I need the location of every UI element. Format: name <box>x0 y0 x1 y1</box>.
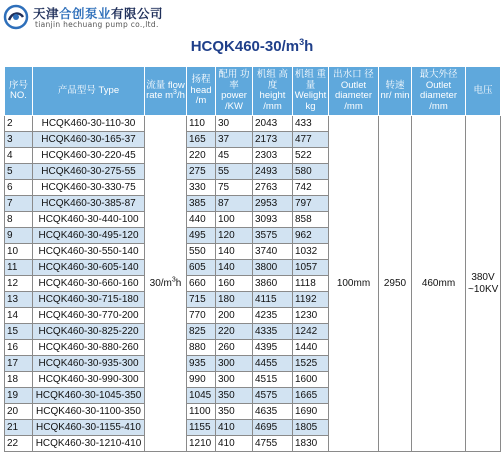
cell-model: HCQK460-30-165-37 <box>33 132 145 148</box>
cell-head: 605 <box>187 260 216 276</box>
header-speed: 转速 nr/ min <box>379 67 412 116</box>
cell-head: 935 <box>187 356 216 372</box>
cell-height: 4335 <box>253 324 293 340</box>
cell-model: HCQK460-30-770-200 <box>33 308 145 324</box>
cell-no: 12 <box>5 276 33 292</box>
cell-head: 330 <box>187 180 216 196</box>
cell-head: 880 <box>187 340 216 356</box>
cell-speed: 2950 <box>379 116 412 452</box>
cell-no: 13 <box>5 292 33 308</box>
cell-power: 300 <box>216 372 253 388</box>
cell-model: HCQK460-30-715-180 <box>33 292 145 308</box>
cell-weight: 1690 <box>293 404 329 420</box>
cell-model: HCQK460-30-935-300 <box>33 356 145 372</box>
cell-no: 8 <box>5 212 33 228</box>
cell-no: 6 <box>5 180 33 196</box>
cell-height: 2493 <box>253 164 293 180</box>
cell-weight: 1057 <box>293 260 329 276</box>
cell-weight: 858 <box>293 212 329 228</box>
cell-weight: 1230 <box>293 308 329 324</box>
cell-head: 1045 <box>187 388 216 404</box>
cell-weight: 1830 <box>293 436 329 452</box>
cell-outer-diameter: 460mm <box>412 116 466 452</box>
cell-power: 410 <box>216 436 253 452</box>
cell-voltage: 380V ~10KV <box>466 116 501 452</box>
cell-weight: 1118 <box>293 276 329 292</box>
cell-model: HCQK460-30-880-260 <box>33 340 145 356</box>
cell-model: HCQK460-30-660-160 <box>33 276 145 292</box>
header-flow: 流量 flow rate $m^3/h$ <box>145 67 187 116</box>
cell-weight: 742 <box>293 180 329 196</box>
cell-no: 5 <box>5 164 33 180</box>
cell-power: 140 <box>216 260 253 276</box>
cell-head: 550 <box>187 244 216 260</box>
cell-power: 87 <box>216 196 253 212</box>
table-body <box>5 116 501 452</box>
cell-height: 3575 <box>253 228 293 244</box>
cell-head: 715 <box>187 292 216 308</box>
header-model: 产品型号 Type <box>33 67 145 116</box>
cell-height: 2173 <box>253 132 293 148</box>
cell-model: HCQK460-30-990-300 <box>33 372 145 388</box>
cell-power: 45 <box>216 148 253 164</box>
cell-model: HCQK460-30-385-87 <box>33 196 145 212</box>
cell-power: 410 <box>216 420 253 436</box>
cell-no: 21 <box>5 420 33 436</box>
cell-model: HCQK460-30-550-140 <box>33 244 145 260</box>
cell-model: HCQK460-30-1210-410 <box>33 436 145 452</box>
cell-model: HCQK460-30-605-140 <box>33 260 145 276</box>
company-name-cn: 天津合创泵业有限公司 <box>33 6 164 21</box>
cell-weight: 1665 <box>293 388 329 404</box>
cell-model: HCQK460-30-1155-410 <box>33 420 145 436</box>
cell-height: 3860 <box>253 276 293 292</box>
cell-no: 4 <box>5 148 33 164</box>
header-height: 机组 高度 height /mm <box>253 67 293 116</box>
cell-height: 4115 <box>253 292 293 308</box>
cell-head: 165 <box>187 132 216 148</box>
cell-height: 2763 <box>253 180 293 196</box>
company-header <box>0 0 504 34</box>
cell-head: 770 <box>187 308 216 324</box>
cell-height: 4235 <box>253 308 293 324</box>
table-header-row <box>5 67 501 116</box>
cell-no: 20 <box>5 404 33 420</box>
cell-height: 4635 <box>253 404 293 420</box>
cell-height: 4515 <box>253 372 293 388</box>
company-logo-icon <box>3 4 29 30</box>
cell-power: 37 <box>216 132 253 148</box>
cell-model: HCQK460-30-440-100 <box>33 212 145 228</box>
cell-head: 275 <box>187 164 216 180</box>
cell-power: 120 <box>216 228 253 244</box>
cell-model: HCQK460-30-110-30 <box>33 116 145 132</box>
cell-weight: 580 <box>293 164 329 180</box>
header-voltage: 电压 <box>466 67 501 116</box>
cell-no: 17 <box>5 356 33 372</box>
cell-no: 14 <box>5 308 33 324</box>
cell-head: 1210 <box>187 436 216 452</box>
cell-no: 22 <box>5 436 33 452</box>
cell-no: 7 <box>5 196 33 212</box>
cell-no: 16 <box>5 340 33 356</box>
cell-weight: 1032 <box>293 244 329 260</box>
cell-height: 4575 <box>253 388 293 404</box>
cell-power: 140 <box>216 244 253 260</box>
cell-head: 385 <box>187 196 216 212</box>
cell-model: HCQK460-30-495-120 <box>33 228 145 244</box>
cell-power: 55 <box>216 164 253 180</box>
cell-head: 110 <box>187 116 216 132</box>
company-name-en: tianjin hechuang pump co.,ltd. <box>35 20 159 29</box>
cell-flow-rate: $30/m^3h$ <box>145 116 187 452</box>
cell-power: 300 <box>216 356 253 372</box>
cell-weight: 1805 <box>293 420 329 436</box>
cell-head: 825 <box>187 324 216 340</box>
cell-no: 2 <box>5 116 33 132</box>
cell-model: HCQK460-30-275-55 <box>33 164 145 180</box>
cell-height: 3093 <box>253 212 293 228</box>
cell-head: 495 <box>187 228 216 244</box>
page-title: $HCQK460-30/m^3h$ <box>190 37 314 55</box>
cell-model: HCQK460-30-1045-350 <box>33 388 145 404</box>
header-outer-diameter: 最大外径 Outlet diameter /mm <box>412 67 466 116</box>
cell-height: 4755 <box>253 436 293 452</box>
cell-power: 350 <box>216 404 253 420</box>
cell-outlet-diameter: 100mm <box>329 116 379 452</box>
header-outlet: 出水口 径 Outlet diameter /mm <box>329 67 379 116</box>
cell-head: 990 <box>187 372 216 388</box>
cell-height: 4455 <box>253 356 293 372</box>
cell-weight: 797 <box>293 196 329 212</box>
cell-weight: 1525 <box>293 356 329 372</box>
cell-head: 1155 <box>187 420 216 436</box>
cell-height: 2043 <box>253 116 293 132</box>
cell-power: 100 <box>216 212 253 228</box>
cell-model: HCQK460-30-825-220 <box>33 324 145 340</box>
header-power: 配用 功率 power /KW <box>216 67 253 116</box>
cell-head: 1100 <box>187 404 216 420</box>
cell-power: 75 <box>216 180 253 196</box>
cell-height: 4395 <box>253 340 293 356</box>
cell-no: 15 <box>5 324 33 340</box>
table-row <box>5 116 501 132</box>
cell-no: 18 <box>5 372 33 388</box>
cell-power: 350 <box>216 388 253 404</box>
cell-head: 220 <box>187 148 216 164</box>
cell-power: 260 <box>216 340 253 356</box>
cell-height: 3800 <box>253 260 293 276</box>
header-head: 扬程 head /m <box>187 67 216 116</box>
cell-weight: 433 <box>293 116 329 132</box>
cell-weight: 962 <box>293 228 329 244</box>
header-weight: 机组 重量 Welight kg <box>293 67 329 116</box>
cell-weight: 477 <box>293 132 329 148</box>
cell-power: 220 <box>216 324 253 340</box>
cell-no: 9 <box>5 228 33 244</box>
cell-model: HCQK460-30-330-75 <box>33 180 145 196</box>
cell-power: 200 <box>216 308 253 324</box>
cell-head: 440 <box>187 212 216 228</box>
cell-weight: 522 <box>293 148 329 164</box>
cell-weight: 1440 <box>293 340 329 356</box>
cell-height: 2953 <box>253 196 293 212</box>
cell-weight: 1192 <box>293 292 329 308</box>
cell-weight: 1242 <box>293 324 329 340</box>
cell-no: 11 <box>5 260 33 276</box>
header-no: 序号 NO. <box>5 67 33 116</box>
cell-weight: 1600 <box>293 372 329 388</box>
cell-no: 10 <box>5 244 33 260</box>
cell-power: 180 <box>216 292 253 308</box>
cell-height: 4695 <box>253 420 293 436</box>
cell-head: 660 <box>187 276 216 292</box>
cell-power: 30 <box>216 116 253 132</box>
cell-model: HCQK460-30-220-45 <box>33 148 145 164</box>
cell-height: 3740 <box>253 244 293 260</box>
cell-no: 3 <box>5 132 33 148</box>
cell-power: 160 <box>216 276 253 292</box>
cell-height: 2303 <box>253 148 293 164</box>
spec-table <box>4 66 501 452</box>
cell-no: 19 <box>5 388 33 404</box>
cell-model: HCQK460-30-1100-350 <box>33 404 145 420</box>
